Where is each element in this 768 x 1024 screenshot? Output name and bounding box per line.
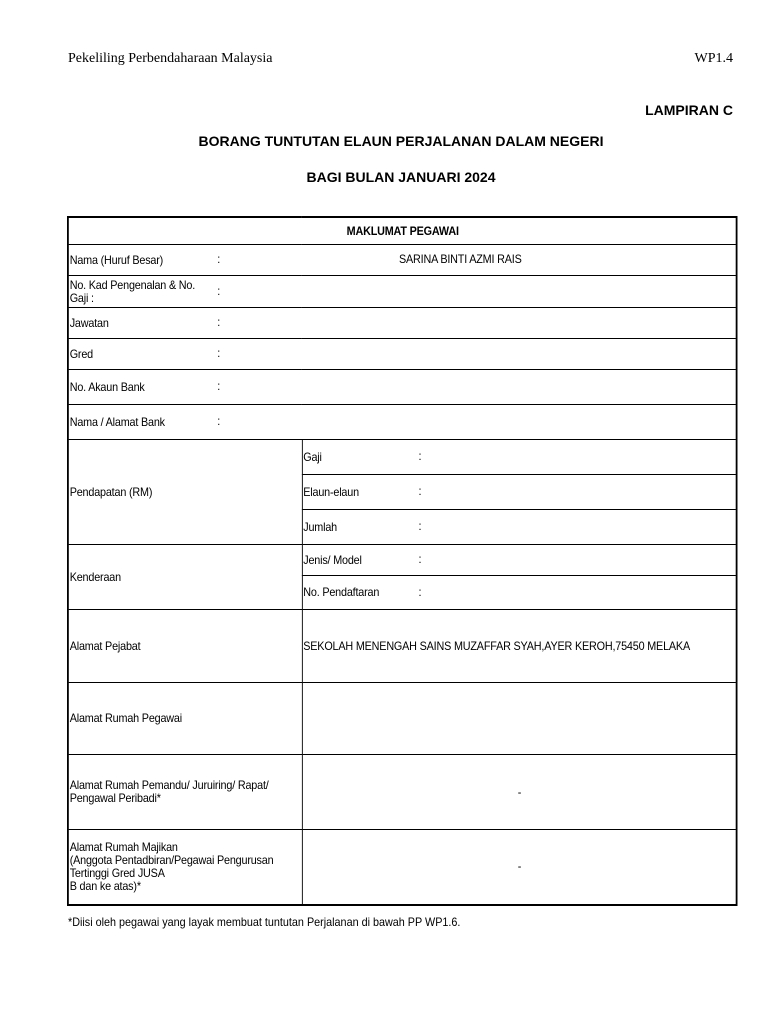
colon: : <box>418 584 422 599</box>
form-title: BORANG TUNTUTAN ELAUN PERJALANAN DALAM NEGERI <box>198 133 604 149</box>
majikan-value[interactable]: - <box>302 830 737 905</box>
form-code: WP1.4 <box>694 51 733 66</box>
appendix-label: LAMPIRAN C <box>645 102 733 118</box>
section-header: MAKLUMAT PEGAWAI <box>68 217 737 245</box>
pemandu-value[interactable]: - <box>302 755 737 830</box>
jenis-label: Jenis/ Model <box>303 552 362 567</box>
kenderaan-label: Kenderaan <box>68 545 302 610</box>
colon: : <box>217 379 221 394</box>
colon: : <box>418 552 422 567</box>
nama-row <box>68 245 737 276</box>
majikan-label-line: Alamat Rumah Majikan <box>69 839 178 854</box>
gaji-row <box>302 440 737 475</box>
pejabat-value[interactable]: SEKOLAH MENENGAH SAINS MUZAFFAR SYAH,AYER KEROH,75450 MELAKA <box>302 610 737 683</box>
jawatan-row <box>68 308 737 339</box>
officer-info-table <box>67 216 738 906</box>
gred-label: Gred <box>69 346 94 361</box>
akaun-row <box>68 370 737 405</box>
gred-row <box>68 339 737 370</box>
akaun-label: No. Akaun Bank <box>69 379 145 394</box>
colon: : <box>418 484 422 499</box>
kad-row <box>68 276 737 308</box>
nama-value[interactable]: SARINA BINTI AZMI RAIS <box>398 252 522 267</box>
daftar-row <box>302 576 737 610</box>
elaun-label: Elaun-elaun <box>303 484 359 499</box>
colon: : <box>418 519 422 534</box>
kad-label: No. Kad Pengenalan & No. Gaji : <box>69 277 196 305</box>
gaji-label: Gaji <box>303 449 322 464</box>
daftar-label: No. Pendaftaran <box>303 585 380 600</box>
colon: : <box>217 283 221 298</box>
rumah-value[interactable] <box>302 683 737 755</box>
pemandu-label: Alamat Rumah Pemandu/ Juruiring/ Rapat/ Pengawal Peribadi* <box>68 755 302 830</box>
colon: : <box>217 315 221 330</box>
majikan-label-line: B dan ke atas)* <box>69 878 141 893</box>
majikan-label-line: (Anggota Pentadbiran/Pegawai Pengurusan Tertinggi Gred JUSA <box>69 852 274 880</box>
colon: : <box>217 414 221 429</box>
colon: : <box>217 346 221 361</box>
jenis-row <box>302 545 737 576</box>
footnote: *Diisi oleh pegawai yang layak membuat tuntutan Perjalanan di bawah PP WP1.6. <box>68 915 461 929</box>
pejabat-label: Alamat Pejabat <box>68 610 302 683</box>
rumah-label: Alamat Rumah Pegawai <box>68 683 302 755</box>
jumlah-row <box>302 510 737 545</box>
pendapatan-label: Pendapatan (RM) <box>68 440 302 545</box>
colon: : <box>217 252 221 267</box>
bank-label: Nama / Alamat Bank <box>69 414 165 429</box>
elaun-row <box>302 475 737 510</box>
nama-label: Nama (Huruf Besar) <box>69 252 164 267</box>
bank-row <box>68 405 737 440</box>
colon: : <box>418 449 422 464</box>
form-period: BAGI BULAN JANUARI 2024 <box>306 169 496 185</box>
document-reference: Pekeliling Perbendaharaan Malaysia <box>68 51 273 66</box>
majikan-label <box>68 830 302 905</box>
jawatan-label: Jawatan <box>69 315 109 330</box>
jumlah-label: Jumlah <box>303 519 337 534</box>
